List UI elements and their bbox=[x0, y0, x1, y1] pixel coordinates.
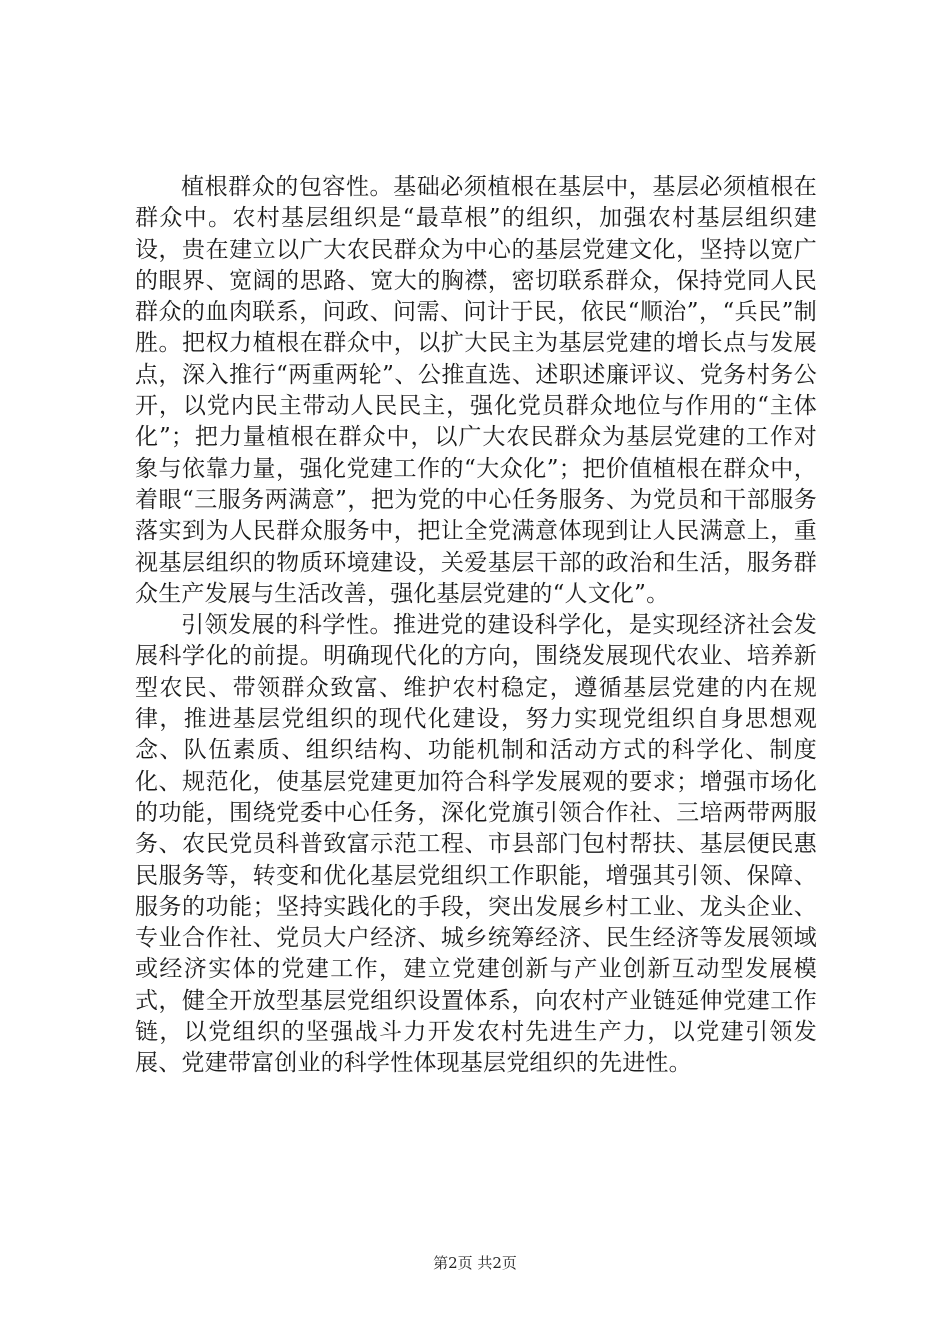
paragraph-rooted-in-masses: 植根群众的包容性。基础必须植根在基层中，基层必须植根在群众中。农村基层组织是“最草根”的组织，加强农村基层组织建设，贵在建立以广大农民群众为中心的基层党建文化，坚持以宽广的眼界、宽阔的思路、宽大的胸襟，密切联系群众，保持党同人民群众的血肉联系，问政、问需、问计于民，依民“顺治”，“兵民”制胜。把权力植根在群众中，以扩大民主为基层党建的增长点与发展点，深入推行“两重两轮”、公推直选、述职述廉评议、党务村务公开，以党内民主带动人民民主，强化党员群众地位与作用的“主体化”；把力量植根在群众中，以广大农民群众为基层党建的工作对象与依靠力量，强化党建工作的“大众化”；把价值植根在群众中，着眼“三服务两满意”，把为党的中心任务服务、为党员和干部服务落实到为人民群众服务中，把让全党满意体现到让人民满意上，重视基层组织的物质环境建设，关爱基层干部的政治和生活，服务群众生产发展与生活改善，强化基层党建的“人文化”。 bbox=[135, 174, 817, 607]
document-body bbox=[135, 172, 817, 1080]
page-footer: 第2页 共2页 bbox=[433, 1254, 517, 1272]
paragraph-leading-development: 引领发展的科学性。推进党的建设科学化，是实现经济社会发展科学化的前提。明确现代化的方向，围绕发展现代农业、培养新型农民、带领群众致富、维护农村稳定，遵循基层党建的内在规律，推进基层党组织的现代化建设，努力实现党组织自身思想观念、队伍素质、组织结构、功能机制和活动方式的科学化、制度化、规范化，使基层党建更加符合科学发展观的要求；增强市场化的功能，围绕党委中心任务，深化党旗引领合作社、三培两带两服务、农民党员科普致富示范工程、市县部门包村帮扶、基层便民惠民服务等，转变和优化基层党组织工作职能，增强其引领、保障、服务的功能；坚持实践化的手段，突出发展乡村工业、龙头企业、专业合作社、党员大户经济、城乡统筹经济、民生经济等发展领域或经济实体的党建工作，建立党建创新与产业创新互动型发展模式，健全开放型基层党组织设置体系，向农村产业链延伸党建工作链，以党组织的坚强战斗力开发农村先进生产力，以党建引领发展、党建带富创业的科学性体现基层党组织的先进性。 bbox=[135, 612, 817, 1077]
